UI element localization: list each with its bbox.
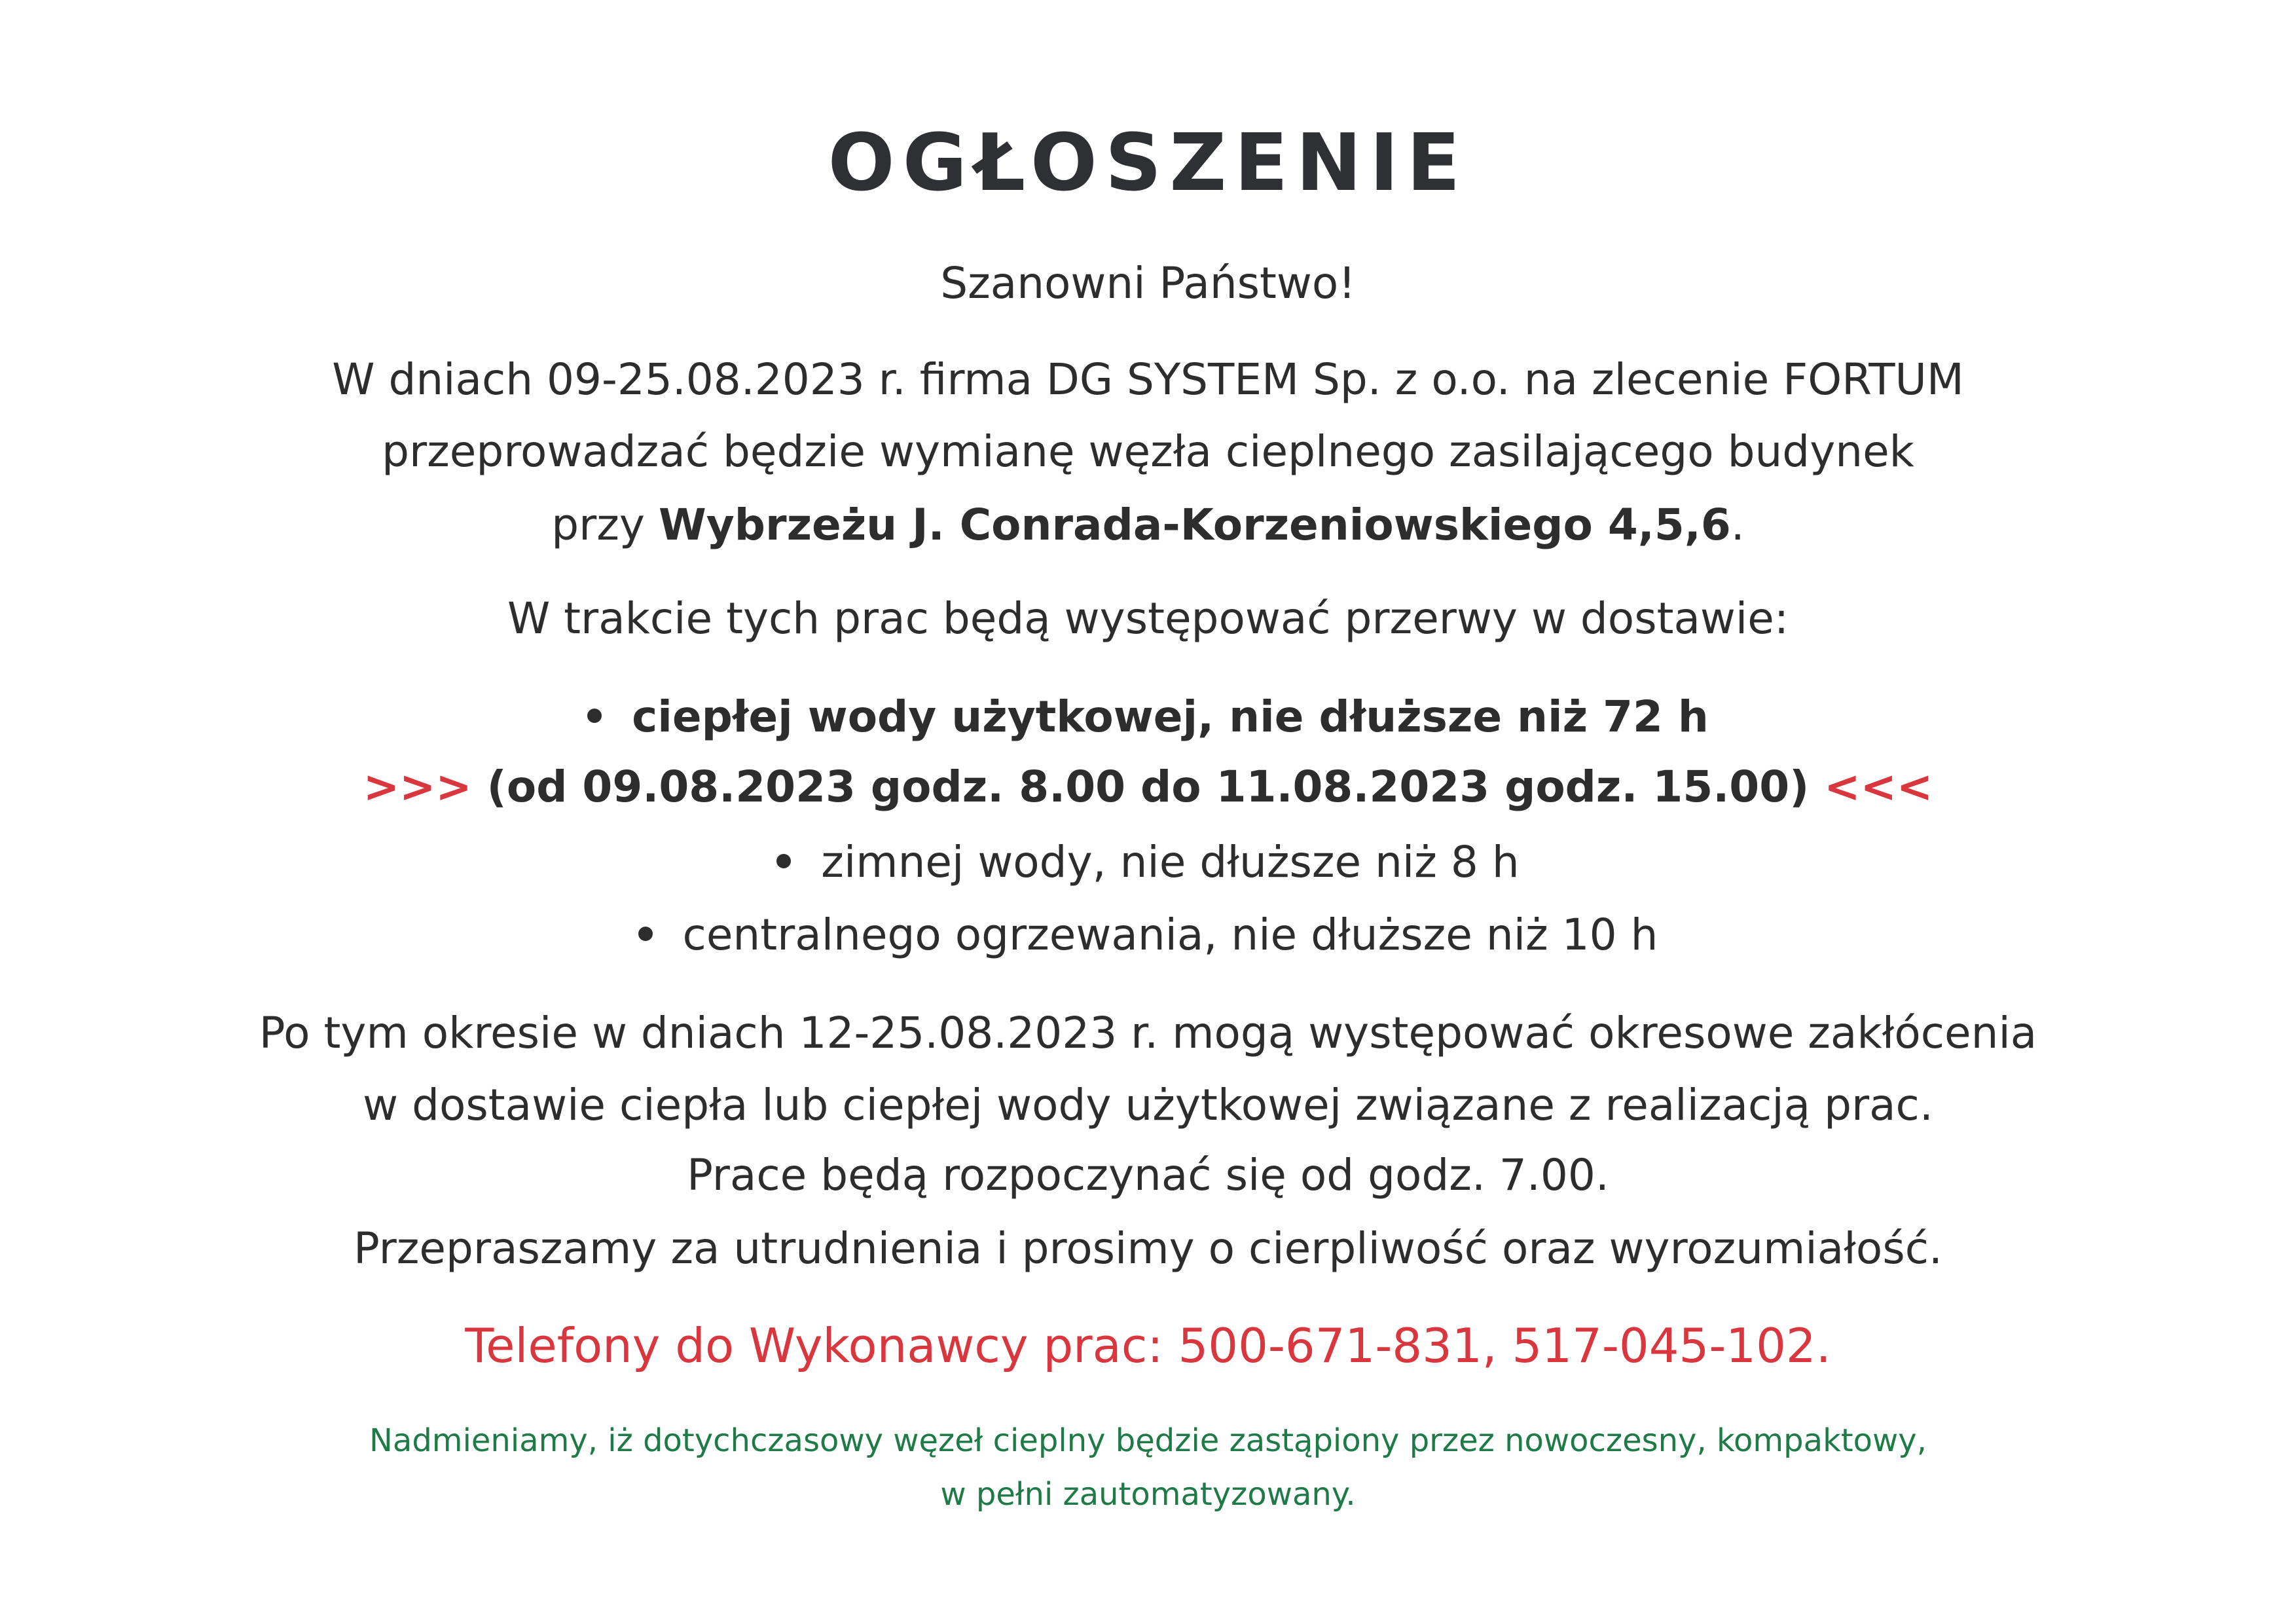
- item-cold-water-text: zimnej wody, nie dłuższe niż 8 h: [821, 837, 1520, 887]
- item-cold-water: [0, 833, 2296, 892]
- bullet-icon: [587, 709, 602, 723]
- item-heating: [0, 906, 2296, 965]
- note-line-2: w pełni zautomatyzowany.: [940, 1476, 1356, 1513]
- bullet-icon: [638, 927, 653, 941]
- after-line-3: Prace będą rozpoczynać się od godz. 7.00.: [687, 1150, 1609, 1200]
- item-hot-water: [0, 688, 2296, 747]
- item-hot-water-text: ciepłej wody użytkowej, nie dłuższe niż 72 h: [632, 692, 1709, 742]
- note-line-1: Nadmieniamy, iż dotychczasowy węzeł cieplny będzie zastąpiony przez nowoczesny, kompaktowy,: [369, 1422, 1927, 1459]
- item-hot-water-period: [0, 758, 2296, 817]
- notice-title: OGŁOSZENIE: [828, 118, 1468, 209]
- apology: Przepraszamy za utrudnienia i prosimy o cierpliwość oraz wyrozumiałość.: [354, 1223, 1942, 1274]
- intro-line-2: przeprowadzać będzie wymianę węzła cieplnego zasilającego budynek: [382, 426, 1914, 477]
- bullet-icon: [776, 854, 791, 868]
- interruptions-heading: W trakcie tych prac będą występować przerwy w dostawie:: [507, 593, 1789, 644]
- intro-line-3-suffix: .: [1730, 500, 1745, 550]
- greeting: Szanowni Państwo!: [940, 258, 1356, 308]
- item-heating-text: centralnego ogrzewania, nie dłuższe niż 10 h: [682, 910, 1658, 960]
- intro-line-3-prefix: przy: [551, 500, 659, 550]
- after-line-1: Po tym okresie w dniach 12-25.08.2023 r. mogą występować okresowe zakłócenia: [259, 1008, 2037, 1058]
- arrow-right: <<<: [1824, 762, 1933, 812]
- intro-line-1: W dniach 09-25.08.2023 r. firma DG SYSTEM Sp. z o.o. na zlecenie FORTUM: [332, 354, 1964, 405]
- intro-line-3: [0, 496, 2296, 555]
- arrow-left: >>>: [363, 762, 472, 812]
- hot-water-period-text: (od 09.08.2023 godz. 8.00 do 11.08.2023 godz. 15.00): [471, 762, 1825, 812]
- after-line-2: w dostawie ciepła lub ciepłej wody użytkowej związane z realizacją prac.: [363, 1080, 1933, 1130]
- building-address: Wybrzeżu J. Conrada-Korzeniowskiego 4,5,6: [658, 500, 1731, 550]
- contractor-phones: Telefony do Wykonawcy prac: 500-671-831, 517-045-102.: [465, 1318, 1831, 1373]
